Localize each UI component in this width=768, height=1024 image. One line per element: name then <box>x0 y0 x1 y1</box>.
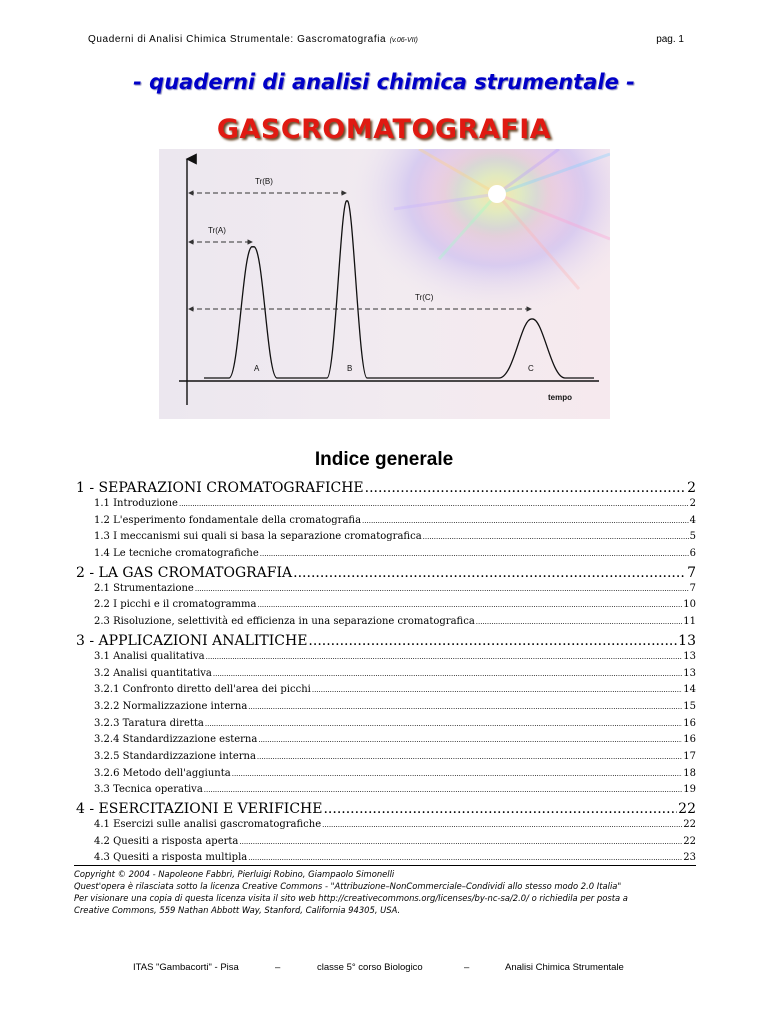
toc-entry-title: 3 - APPLICAZIONI ANALITICHE <box>76 632 308 649</box>
toc-page-number: 7 <box>689 582 696 594</box>
toc-entry-title: 3.2.4 Standardizzazione esterna <box>94 734 258 746</box>
toc-page-number: 13 <box>683 650 696 662</box>
peak-a-label: A <box>254 364 260 373</box>
toc-page-number: 22 <box>683 819 696 830</box>
table-of-contents <box>76 480 696 869</box>
toc-entry-title: 2.1 Strumentazione <box>94 582 194 594</box>
toc-entry-title: 3.2.6 Metodo dell'aggiunta <box>94 767 231 779</box>
toc-page-number: 4 <box>689 514 696 526</box>
toc-page-number: 13 <box>678 632 696 649</box>
toc-page-number: 22 <box>678 801 696 817</box>
license-line: Quest'opera è rilasciata sotto la licenza Creative Commons - "Attribuzione–NonCommerciale–Condividi allo stesso modo 2.0 Italia" <box>74 881 622 891</box>
toc-dot-leader <box>365 480 686 496</box>
toc-entry-title: 3.1 Analisi qualitativa <box>94 650 205 662</box>
toc-dot-leader <box>260 548 689 559</box>
toc-page-number: 5 <box>689 531 696 543</box>
toc-dot-leader <box>248 701 682 712</box>
toc-dot-leader <box>257 751 682 762</box>
toc-dot-leader <box>258 734 682 745</box>
toc-title: Indice generale <box>314 449 454 470</box>
toc-entry-title: 3.2.5 Standardizzazione interna <box>94 750 256 762</box>
toc-section-entry[interactable] <box>76 515 696 532</box>
toc-section-entry[interactable] <box>76 548 696 565</box>
toc-entry-title: 4.1 Esercizi sulle analisi gascromatografiche <box>94 819 322 830</box>
toc-dot-leader <box>423 531 689 542</box>
toc-chapter-entry[interactable] <box>76 480 696 498</box>
footer-class: classe 5° corso Biologico <box>317 962 423 973</box>
tr-a-label: Tr(A) <box>208 226 226 235</box>
toc-entry-title: 4.2 Quesiti a risposta aperta <box>94 835 239 847</box>
toc-page-number: 2 <box>687 480 696 496</box>
page-number: pag. 1 <box>656 34 684 45</box>
toc-dot-leader <box>248 852 682 863</box>
toc-page-number: 16 <box>683 734 696 746</box>
peak-c-label: C <box>528 364 534 373</box>
toc-page-number: 18 <box>683 767 696 779</box>
toc-section-entry[interactable] <box>76 616 696 633</box>
chromatogram-figure <box>159 149 610 419</box>
toc-section-entry[interactable] <box>76 751 696 768</box>
toc-entry-title: 4.3 Quesiti a risposta multipla <box>94 852 248 864</box>
toc-entry-title: 2 - LA GAS CROMATOGRAFIA <box>76 564 293 581</box>
toc-entry-title: 3.2.3 Taratura diretta <box>94 717 204 729</box>
footer-school: ITAS "Gambacorti" - Pisa <box>133 962 239 973</box>
toc-section-entry[interactable] <box>76 684 696 701</box>
toc-section-entry[interactable] <box>76 531 696 548</box>
toc-dot-leader <box>322 819 682 830</box>
main-title: GASCROMATOGRAFIA <box>216 114 552 145</box>
tr-c-label: Tr(C) <box>415 293 434 302</box>
tr-b-label: Tr(B) <box>255 177 273 186</box>
toc-page-number: 23 <box>683 852 696 864</box>
footer-divider <box>74 865 696 866</box>
toc-section-entry[interactable] <box>76 718 696 735</box>
toc-dot-leader <box>362 515 689 526</box>
toc-entry-title: 4 - ESERCITAZIONI E VERIFICHE <box>76 801 323 817</box>
toc-page-number: 22 <box>683 835 696 847</box>
document-title <box>88 34 418 45</box>
toc-dot-leader <box>312 684 682 695</box>
toc-entry-title: 1.2 L'esperimento fondamentale della cromatografia <box>94 514 362 526</box>
toc-dot-leader <box>308 633 677 649</box>
toc-page-number: 7 <box>687 564 696 581</box>
license-address-line: Creative Commons, 559 Nathan Abbott Way, Stanford, California 94305, USA. <box>74 905 401 915</box>
toc-entry-title: 1.1 Introduzione <box>94 498 178 509</box>
toc-section-entry[interactable] <box>76 599 696 616</box>
toc-section-entry[interactable] <box>76 784 696 801</box>
toc-page-number: 6 <box>689 548 696 560</box>
toc-section-entry[interactable] <box>76 819 696 836</box>
peak-b-label: B <box>347 364 353 373</box>
toc-dot-leader <box>257 599 682 610</box>
toc-entry-title: 1 - SEPARAZIONI CROMATOGRAFICHE <box>76 480 364 496</box>
toc-dot-leader <box>476 616 682 627</box>
toc-section-entry[interactable] <box>76 836 696 853</box>
copyright-line: Copyright © 2004 - Napoleone Fabbri, Pierluigi Robino, Giampaolo Simonelli <box>74 869 395 879</box>
toc-section-entry[interactable] <box>76 498 696 515</box>
toc-dot-leader <box>323 801 677 817</box>
copyright-notice <box>74 868 696 916</box>
toc-entry-title: 2.3 Risoluzione, selettività ed efficienza in una separazione cromatografica <box>94 616 475 628</box>
toc-entry-title: 3.3 Tecnica operativa <box>94 784 203 796</box>
version-label: (v.06-VII) <box>389 37 418 44</box>
toc-dot-leader <box>206 651 683 662</box>
toc-section-entry[interactable] <box>76 668 696 685</box>
footer-subject: Analisi Chimica Strumentale <box>505 962 624 973</box>
toc-chapter-entry[interactable] <box>76 633 696 651</box>
toc-page-number: 13 <box>683 667 696 679</box>
toc-entry-title: 3.2 Analisi quantitativa <box>94 667 212 679</box>
toc-dot-leader <box>179 498 689 509</box>
toc-chapter-entry[interactable] <box>76 565 696 583</box>
toc-page-number: 14 <box>683 684 696 696</box>
footer-dash: – <box>464 962 470 973</box>
toc-page-number: 19 <box>683 784 696 796</box>
toc-entry-title: 1.4 Le tecniche cromatografiche <box>94 548 259 560</box>
toc-section-entry[interactable] <box>76 734 696 751</box>
toc-dot-leader <box>195 583 689 594</box>
toc-dot-leader <box>204 784 682 795</box>
document-title-text: Quaderni di Analisi Chimica Strumentale: Gascromatografia <box>88 34 387 45</box>
toc-page-number: 2 <box>689 498 696 509</box>
toc-entry-title: 3.2.2 Normalizzazione interna <box>94 700 248 712</box>
toc-section-entry[interactable] <box>76 852 696 869</box>
series-subtitle: - quaderni di analisi chimica strumentale - <box>133 70 635 94</box>
toc-section-entry[interactable] <box>76 583 696 600</box>
toc-page-number: 16 <box>683 717 696 729</box>
toc-entry-title: 1.3 I meccanismi sui quali si basa la separazione cromatografica <box>94 531 422 543</box>
toc-page-number: 15 <box>683 700 696 712</box>
toc-section-entry[interactable] <box>76 651 696 668</box>
footer-dash: – <box>275 962 281 973</box>
toc-chapter-entry[interactable] <box>76 801 696 819</box>
toc-page-number: 17 <box>683 750 696 762</box>
toc-page-number: 10 <box>683 599 696 611</box>
license-url-line[interactable]: Per visionare una copia di questa licenza visita il sito web http://creativecommons.org/licenses/by-nc-sa/2.0/ o richiedila per posta a <box>74 893 628 903</box>
toc-dot-leader <box>293 565 686 581</box>
chromatogram-svg <box>159 149 610 419</box>
toc-dot-leader <box>239 836 682 847</box>
toc-entry-title: 2.2 I picchi e il cromatogramma <box>94 599 257 611</box>
toc-dot-leader <box>213 668 682 679</box>
toc-dot-leader <box>232 768 683 779</box>
toc-page-number: 11 <box>683 616 696 628</box>
toc-section-entry[interactable] <box>76 701 696 718</box>
toc-section-entry[interactable] <box>76 768 696 785</box>
toc-dot-leader <box>205 718 682 729</box>
toc-entry-title: 3.2.1 Confronto diretto dell'area dei picchi <box>94 684 311 696</box>
x-axis-label: tempo <box>548 393 572 402</box>
